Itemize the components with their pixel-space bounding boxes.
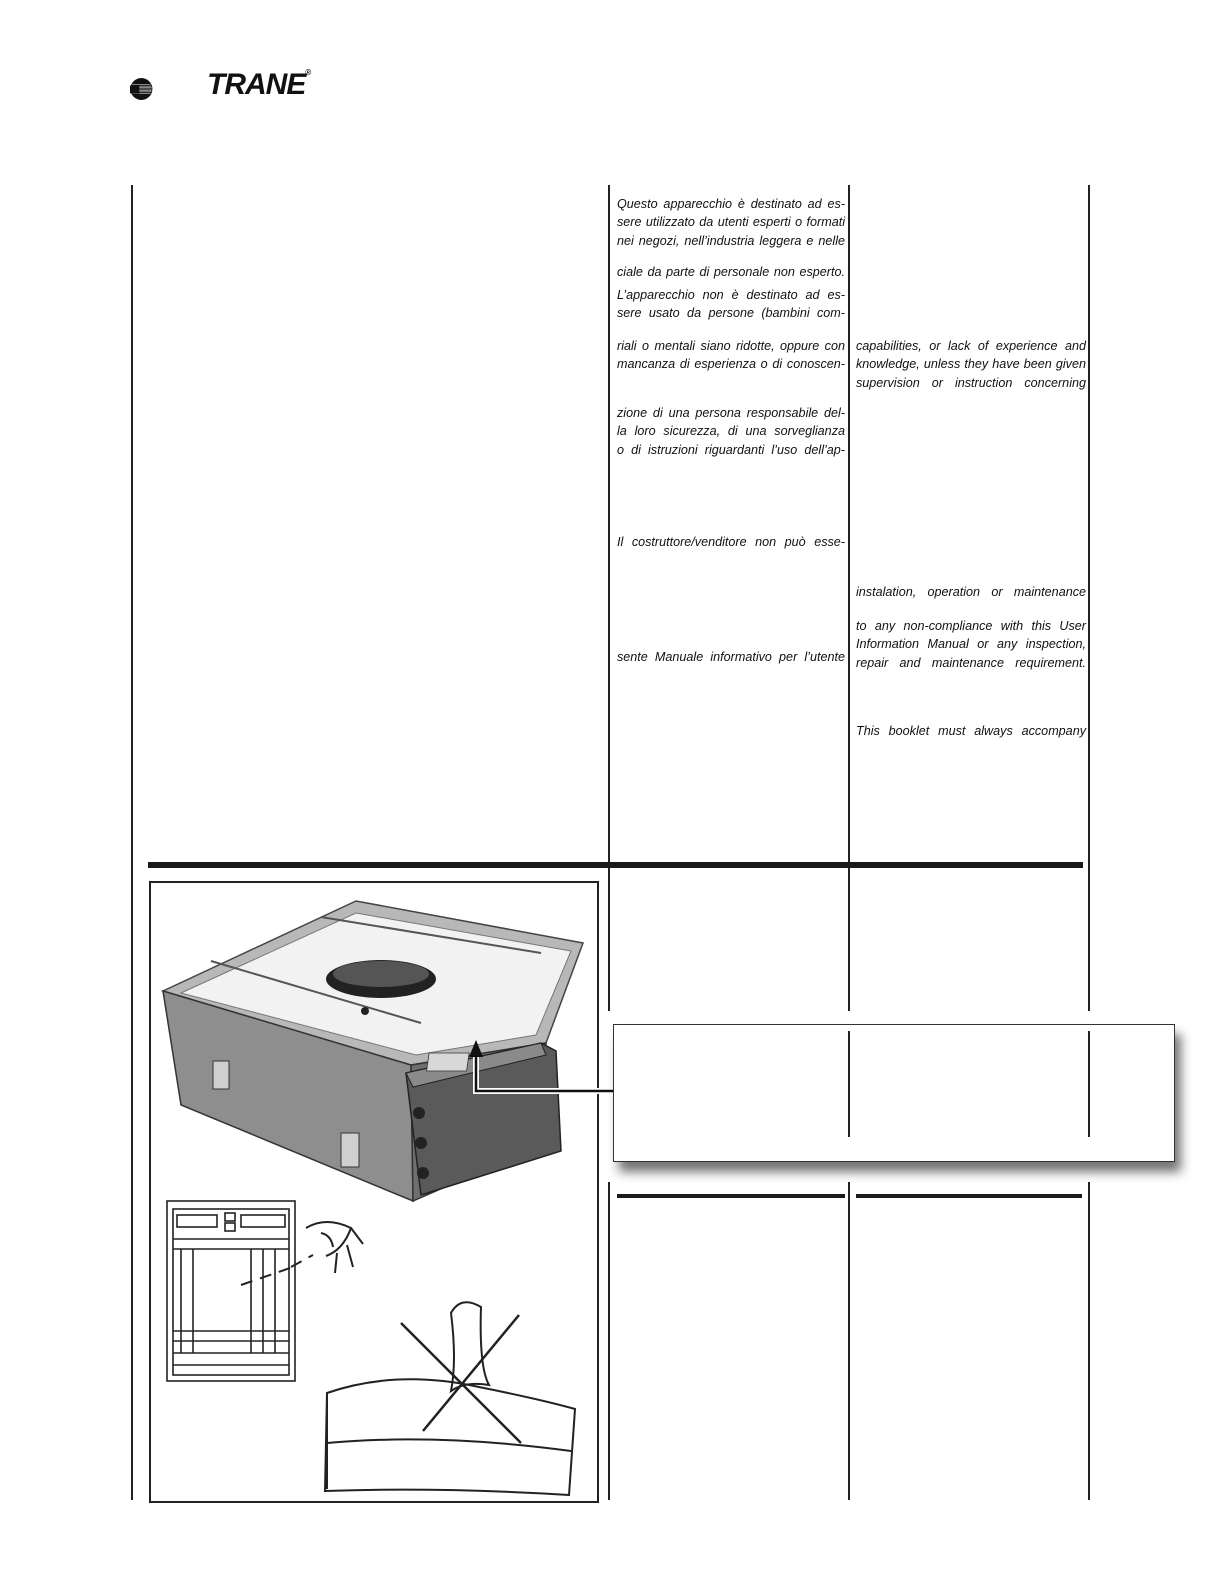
text-line: Il costruttore/venditore non può esse- (617, 535, 845, 549)
section-divider-bar (148, 862, 1083, 868)
italian-text-column (617, 195, 845, 250)
text-line: sere usato da persone (bambini com- (617, 306, 845, 321)
text-line: sente Manuale informativo per l’utente (617, 650, 845, 664)
english-text-column (856, 337, 1086, 392)
unit-illustration (151, 883, 597, 1501)
column-rule-2-lower (848, 1182, 850, 1500)
text-line: riali o mentali siano ridotte, oppure con (617, 339, 845, 353)
callout-divider-2 (1088, 1031, 1090, 1137)
text-line: capabilities, or lack of experience and (856, 339, 1086, 353)
text-line: mancanza di esperienza o di conoscen- (617, 357, 845, 372)
packaging-box-icon (325, 1302, 575, 1495)
column-rule-1 (608, 185, 610, 1011)
eye-icon (241, 1222, 363, 1285)
text-line: Questo apparecchio è destinato ad es- (617, 197, 845, 211)
text-line: sere utilizzato da utenti esperti o formati (617, 215, 845, 230)
callout-divider-1 (848, 1031, 850, 1137)
text-line: repair and maintenance requirement. (856, 655, 1086, 670)
nameplate-callout-box (613, 1024, 1175, 1162)
text-line: nei negozi, nell’industria leggera e nelle (617, 233, 845, 248)
column-rule-2 (848, 185, 850, 1011)
text-line: L’apparecchio non è destinato ad es- (617, 288, 845, 302)
figure-frame (149, 881, 599, 1503)
text-line: knowledge, unless they have been given (856, 357, 1086, 372)
column-rule-1-lower (608, 1182, 610, 1500)
brand-wordmark: TRANE® (207, 68, 311, 101)
text-line: zione di una persona responsabile del- (617, 406, 845, 420)
text-line: instalation, operation or maintenance (856, 585, 1086, 599)
left-margin-rule (131, 185, 133, 1500)
text-line: to any non-compliance with this User (856, 619, 1086, 633)
text-line: This booklet must always accompany (856, 724, 1086, 738)
column-rule-3-lower (1088, 1182, 1090, 1500)
text-line: o di istruzioni riguardanti l’uso dell’ap- (617, 442, 845, 457)
column-rule-3 (1088, 185, 1090, 1011)
document-icon (167, 1201, 295, 1381)
lower-divider-bar-right (856, 1194, 1082, 1198)
text-line: Information Manual or any inspection, (856, 637, 1086, 652)
cassette-unit-photo (163, 901, 583, 1201)
text-line: la loro sicurezza, di una sorveglianza (617, 424, 845, 439)
lower-divider-bar-left (617, 1194, 845, 1198)
text-line: ciale da parte di personale non esperto. (617, 265, 845, 279)
trane-logo (130, 57, 194, 121)
text-line: supervision or instruction concerning (856, 375, 1086, 390)
